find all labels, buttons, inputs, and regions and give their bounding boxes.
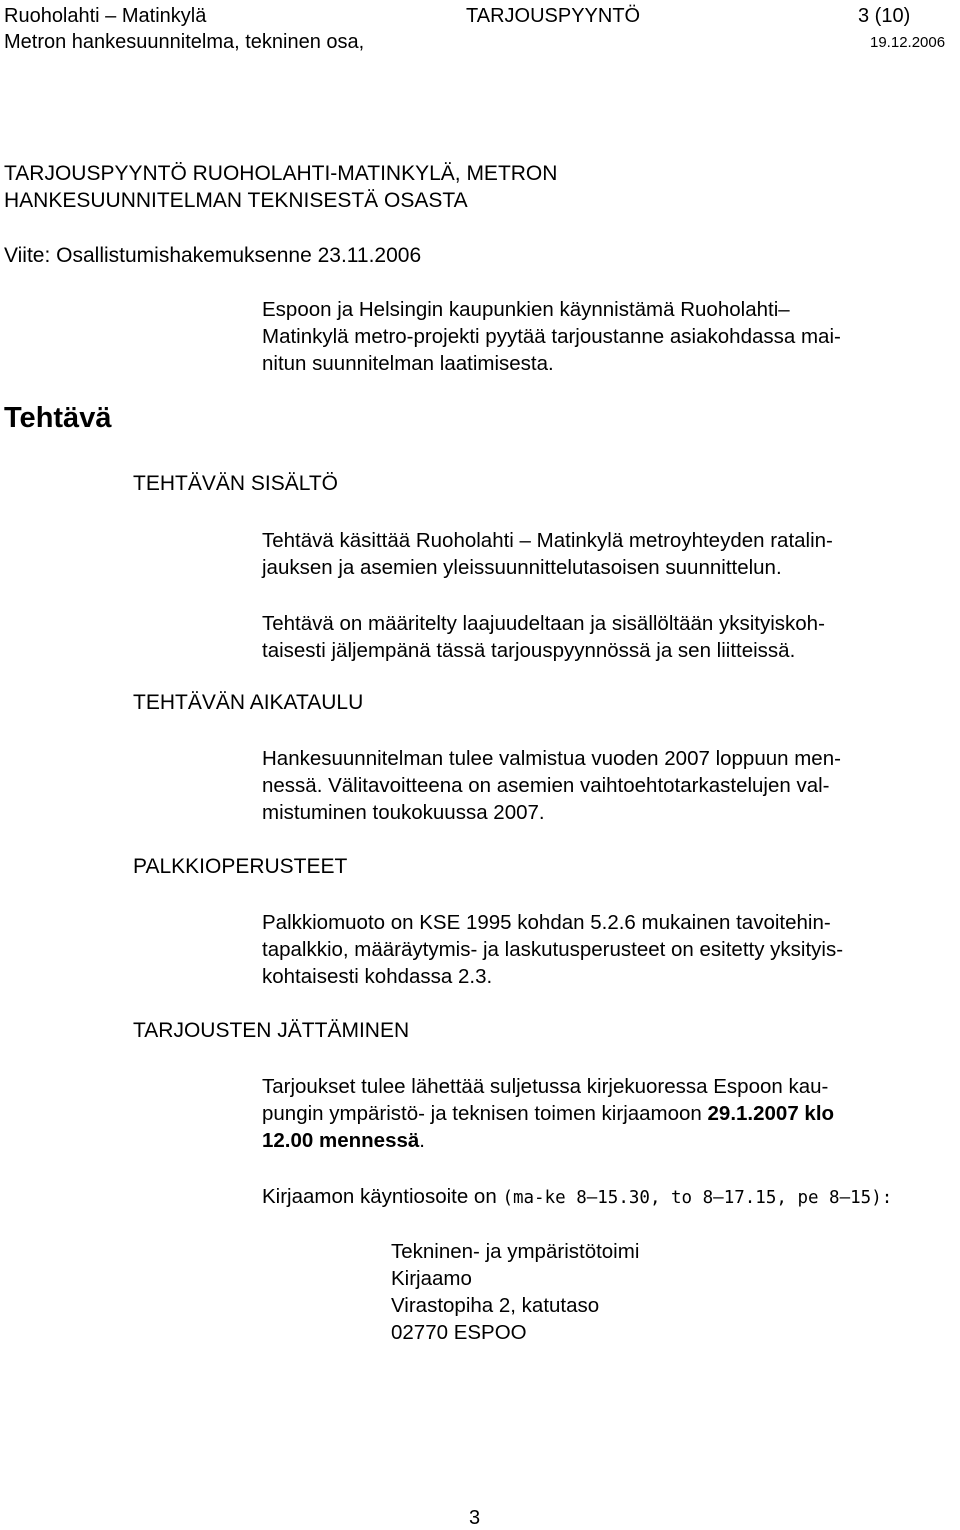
fees-paragraph	[262, 909, 843, 990]
content-paragraph-1	[262, 527, 833, 581]
content-line: Tehtävä käsittää Ruoholahti – Matinkylä metroyhteyden ratalin-	[262, 529, 833, 552]
intro-line: Espoon ja Helsingin kaupunkien käynnistämä Ruoholahti–	[262, 298, 790, 321]
fees-line: kohtaisesti kohdassa 2.3.	[262, 965, 493, 988]
address-line: Virastopiha 2, katutaso	[391, 1294, 600, 1317]
submission-paragraph	[262, 1073, 834, 1154]
doc-title-line1: TARJOUSPYYNTÖ RUOHOLAHTI-MATINKYLÄ, METRON	[4, 162, 558, 185]
schedule-line: nessä. Välitavoitteena on asemien vaihtoehtotarkastelujen val-	[262, 774, 830, 797]
deadline-time: 12.00 mennessä	[262, 1129, 420, 1152]
section-heading-schedule: TEHTÄVÄN AIKATAULU	[133, 691, 364, 714]
footer-page-number: 3	[469, 1507, 481, 1529]
section-heading-content: TEHTÄVÄN SISÄLTÖ	[133, 472, 338, 495]
submission-period: .	[419, 1129, 425, 1152]
content-line: taisesti jäljempänä tässä tarjouspyynnössä ja sen liitteissä.	[262, 639, 796, 662]
doc-title-line2: HANKESUUNNITELMAN TEKNISESTÄ OSASTA	[4, 189, 468, 212]
content-paragraph-2	[262, 610, 825, 664]
header-page: 3 (10)	[858, 5, 911, 27]
address-block	[391, 1238, 639, 1346]
header-project: Ruoholahti – Matinkylä	[4, 5, 207, 27]
visit-hours: (ma-ke 8–15.30, to 8–17.15, pe 8–15):	[502, 1188, 893, 1208]
schedule-line: Hankesuunnitelman tulee valmistua vuoden 2007 loppuun men-	[262, 747, 841, 770]
content-line: Tehtävä on määritelty laajuudeltaan ja sisällöltään yksityiskoh-	[262, 612, 825, 635]
deadline-date: 29.1.2007 klo	[707, 1102, 835, 1125]
header-date: 19.12.2006	[870, 34, 946, 51]
submission-line: Tarjoukset tulee lähettää suljetussa kirjekuoressa Espoon kau-	[262, 1075, 829, 1098]
fees-line: Palkkiomuoto on KSE 1995 kohdan 5.2.6 mukainen tavoitehin-	[262, 911, 831, 934]
address-line: 02770 ESPOO	[391, 1321, 527, 1344]
reference-line: Viite: Osallistumishakemuksenne 23.11.2006	[4, 244, 422, 267]
visit-label: Kirjaamon käyntiosoite on	[262, 1185, 503, 1208]
intro-line: nitun suunnitelman laatimisesta.	[262, 352, 554, 375]
fees-line: tapalkkio, määräytymis- ja laskutusperusteet on esitetty yksityis-	[262, 938, 844, 961]
intro-paragraph	[262, 296, 841, 377]
address-line: Kirjaamo	[391, 1267, 472, 1290]
header-subtitle: Metron hankesuunnitelma, tekninen osa,	[4, 31, 365, 53]
visit-address-line	[262, 1183, 892, 1212]
intro-line: Matinkylä metro-projekti pyytää tarjoustanne asiakohdassa mai-	[262, 325, 841, 348]
submission-text: pungin ympäristö- ja teknisen toimen kirjaamoon	[262, 1102, 708, 1125]
header-doc-type: TARJOUSPYYNTÖ	[466, 5, 641, 27]
content-line: jauksen ja asemien yleissuunnittelutasoisen suunnittelun.	[262, 556, 782, 579]
submission-line	[262, 1127, 834, 1154]
section-heading-fees: PALKKIOPERUSTEET	[133, 855, 348, 878]
schedule-paragraph	[262, 745, 841, 826]
side-heading-tehtava: Tehtävä	[4, 402, 112, 434]
section-heading-submission: TARJOUSTEN JÄTTÄMINEN	[133, 1019, 410, 1042]
submission-line	[262, 1100, 834, 1127]
schedule-line: mistuminen toukokuussa 2007.	[262, 801, 545, 824]
address-line: Tekninen- ja ympäristötoimi	[391, 1240, 640, 1263]
